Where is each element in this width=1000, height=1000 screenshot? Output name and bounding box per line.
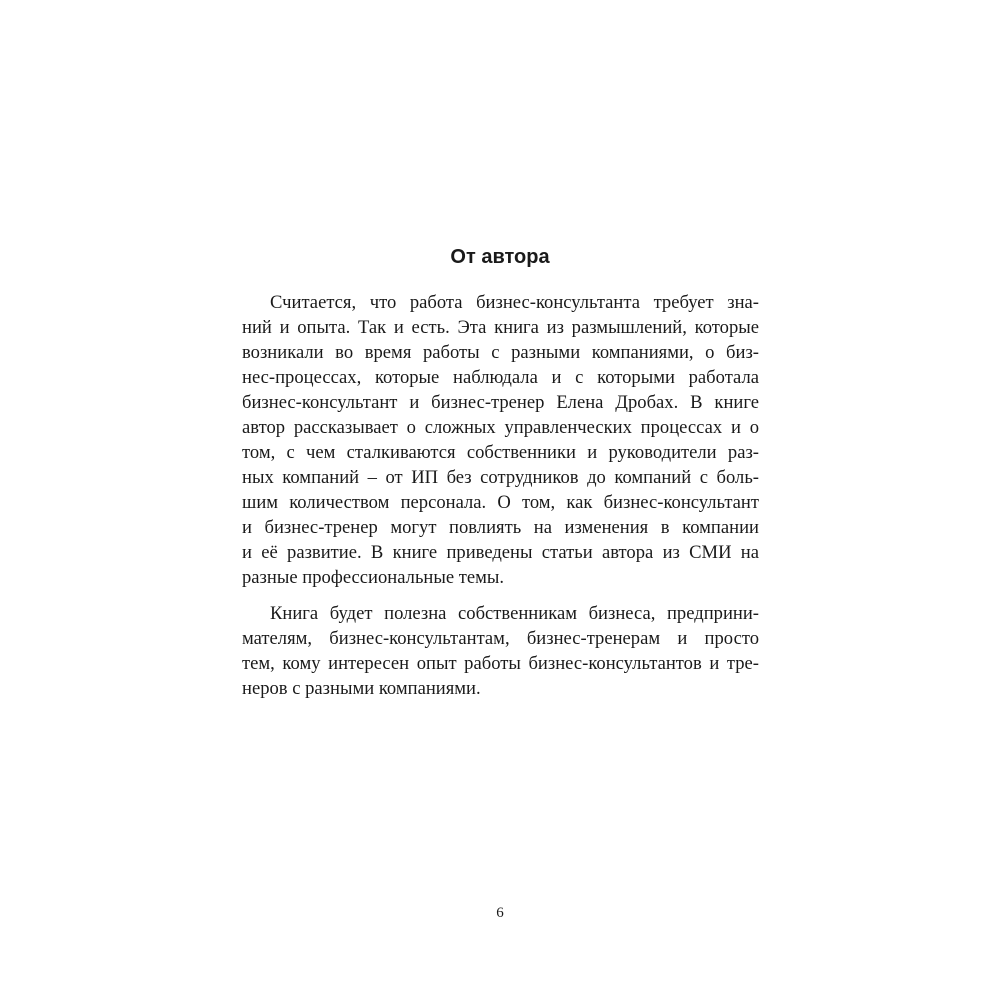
text-line: Книга будет полезна собственникам бизнеса, предприни- (270, 603, 759, 624)
page-number: 6 (496, 905, 504, 921)
text-line: том, с чем сталкиваются собственники и руководители раз- (242, 442, 759, 463)
text-line: шим количеством персонала. О том, как бизнес-консультант (242, 492, 759, 513)
paragraph-2 (242, 601, 759, 701)
text-line: тем, кому интересен опыт работы бизнес-консультантов и тре- (242, 653, 759, 674)
text-line: бизнес-консультант и бизнес-тренер Елена Дробах. В книге (242, 392, 759, 413)
paragraph-gap (242, 590, 759, 601)
text-line: неров с разными компаниями. (242, 678, 481, 699)
text-line: нес-процессах, которые наблюдала и с которыми работала (242, 367, 759, 388)
text-line: и её развитие. В книге приведены статьи автора из СМИ на (242, 542, 759, 563)
text-line: мателям, бизнес-консультантам, бизнес-тренерам и просто (242, 628, 759, 649)
text-line: ний и опыта. Так и есть. Эта книга из размышлений, которые (242, 317, 759, 338)
body-text (242, 290, 759, 701)
text-line: разные профессиональные темы. (242, 567, 505, 588)
text-line: автор рассказывает о сложных управленческих процессах и о (242, 417, 759, 438)
text-line: возникали во время работы с разными компаниями, о биз- (242, 342, 759, 363)
text-line: и бизнес-тренер могут повлиять на изменения в компании (242, 517, 759, 538)
page-title: От автора (450, 246, 550, 268)
text-line: ных компаний – от ИП без сотрудников до компаний с боль- (242, 467, 759, 488)
text-line: Считается, что работа бизнес-консультанта требует зна- (270, 292, 759, 313)
paragraph-1 (242, 290, 759, 590)
